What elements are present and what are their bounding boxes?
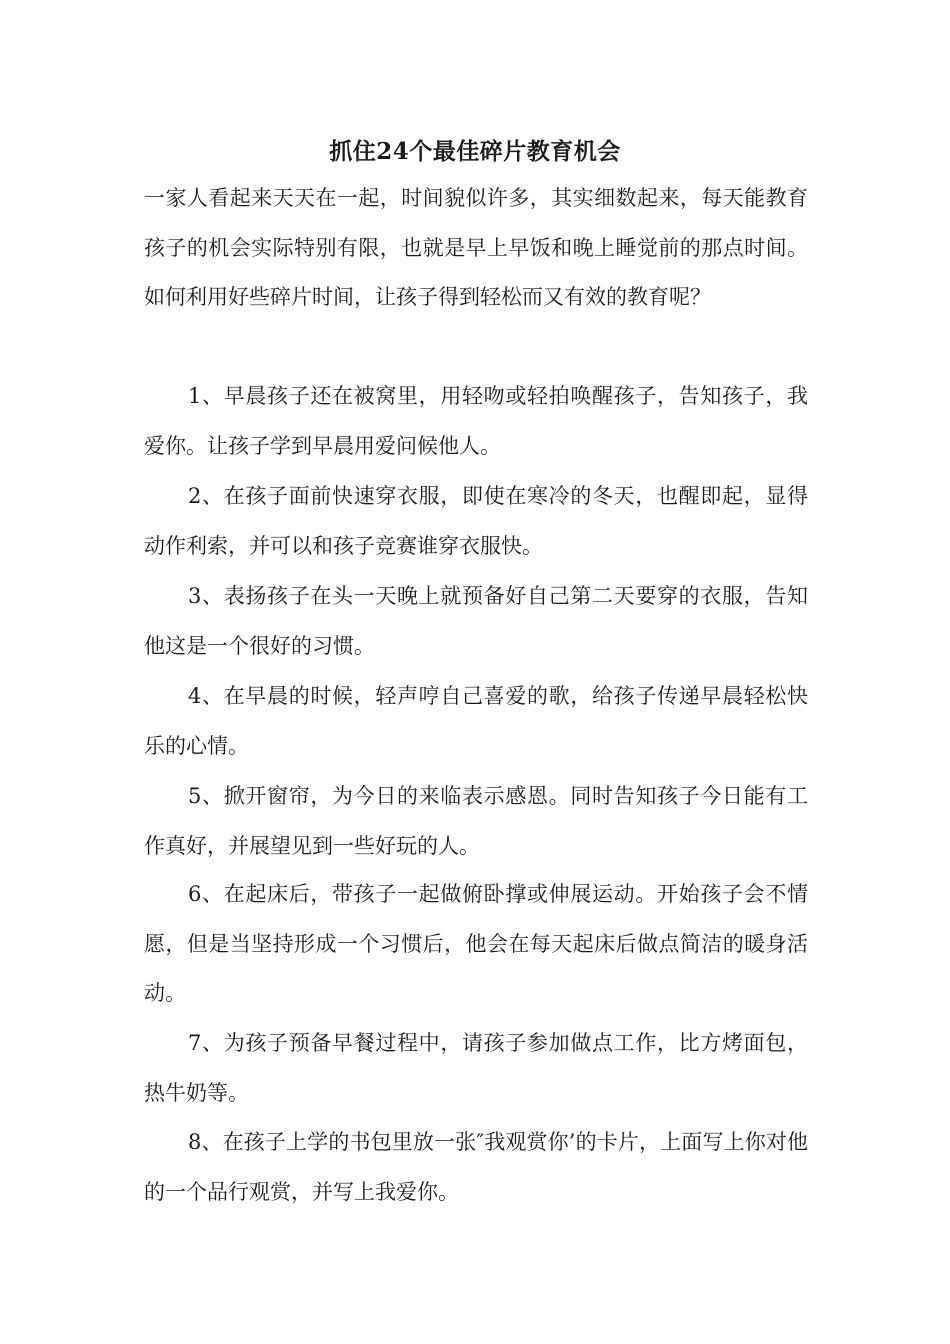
document-title: 抓住24个最佳碎片教育机会 [329, 138, 621, 165]
list-item-2: 2、在孩子面前快速穿衣服，即使在寒冷的冬天，也醒即起，显得动作利索，并可以和孩子竞赛谁穿衣服快。 [144, 484, 808, 558]
list-item-6: 6、在起床后，带孩子一起做俯卧撑或伸展运动。开始孩子会不情愿，但是当坚持形成一个习惯后，他会在每天起床后做点简洁的暖身活动。 [144, 882, 808, 1005]
list-item-3: 3、表扬孩子在头一天晚上就预备好自己第二天要穿的衣服，告知他这是一个很好的习惯。 [144, 584, 808, 658]
list-item-1: 1、早晨孩子还在被窝里，用轻吻或轻拍唤醒孩子，告知孩子，我爱你。让孩子学到早晨用爱问候他人。 [144, 384, 808, 458]
list-item-7: 7、为孩子预备早餐过程中，请孩子参加做点工作，比方烤面包，热牛奶等。 [144, 1031, 808, 1105]
list-item-4: 4、在早晨的时候，轻声哼自己喜爱的歌，给孩子传递早晨轻松快乐的心情。 [144, 684, 808, 758]
list-item-5: 5、掀开窗帘，为今日的来临表示感恩。同时告知孩子今日能有工作真好，并展望见到一些好玩的人。 [144, 784, 808, 858]
list-item-8: 8、在孩子上学的书包里放一张″我观赏你’的卡片，上面写上你对他的一个品行观赏，并写上我爱你。 [144, 1130, 808, 1204]
intro-paragraph: 一家人看起来天天在一起，时间貌似许多，其实细数起来，每天能教育孩子的机会实际特别有限，也就是早上早饭和晚上睡觉前的那点时间。如何利用好些碎片时间，让孩子得到轻松而又有效的教育呢？ [144, 186, 808, 309]
